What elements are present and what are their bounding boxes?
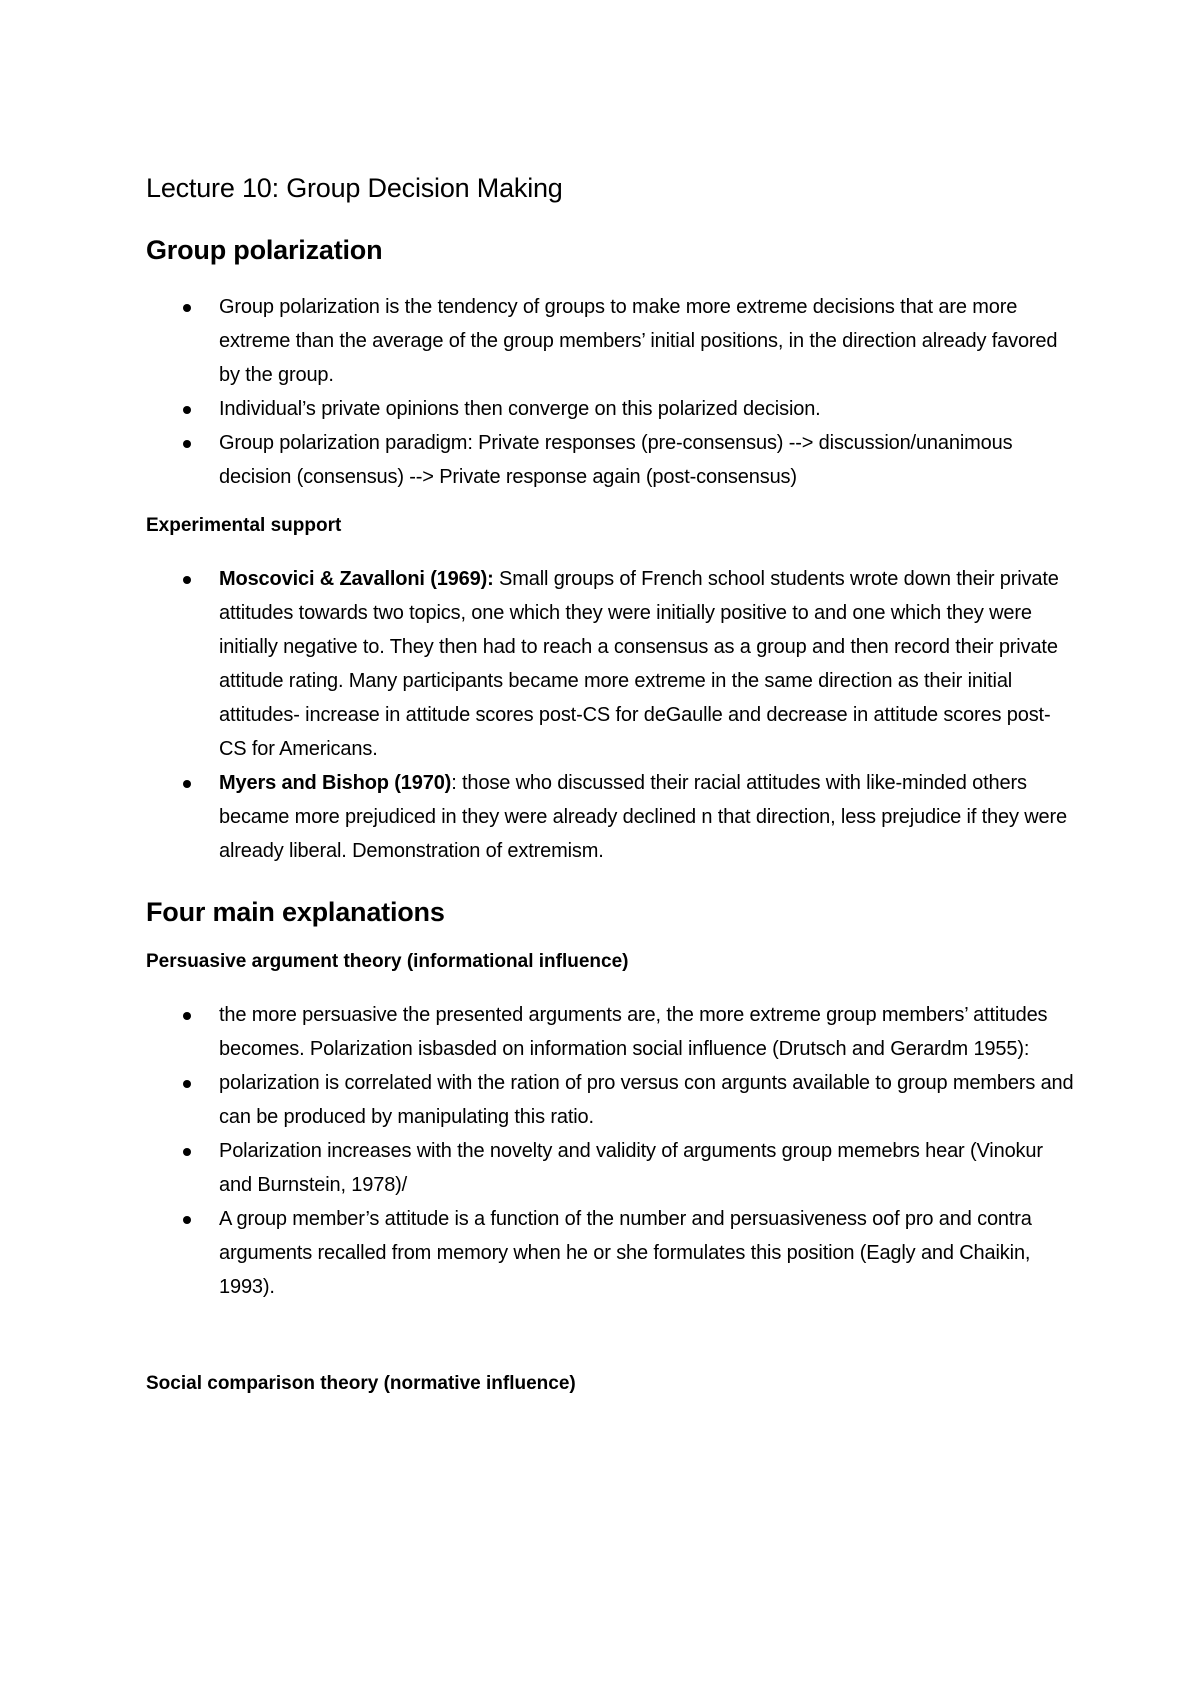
bullet-icon — [183, 406, 191, 414]
citation-label: Myers and Bishop (1970) — [219, 772, 452, 794]
bullet-icon — [183, 1012, 191, 1020]
list-item — [146, 1202, 1076, 1304]
list-item — [146, 766, 1076, 868]
list-item-text: Small groups of French school students wrote down their private attitudes towards two topics, one which they were initially positive to and one which they were initially negative to. They then had to reach a consensus as a group and then record their private attitude rating. Many participants became more extreme in the same direction as their initial attitudes- increase in attitude scores post-CS for deGaulle and decrease in attitude scores post-CS for Americans. — [219, 568, 1059, 760]
experimental-support-list — [146, 562, 1076, 868]
bullet-icon — [183, 304, 191, 312]
persuasive-argument-list — [146, 998, 1076, 1304]
list-item-text: Polarization increases with the novelty and validity of arguments group memebrs hear (Vinokur and Burnstein, 1978)/ — [219, 1140, 1043, 1196]
subheading-experimental-support: Experimental support — [146, 515, 342, 536]
section-heading-group-polarization: Group polarization — [146, 235, 383, 265]
subheading-social-comparison: Social comparison theory (normative influence) — [146, 1373, 576, 1394]
list-item-text: Group polarization paradigm: Private responses (pre-consensus) --> discussion/unanimous decision (consensus) --> Private response again (post-consensus) — [219, 432, 1013, 488]
list-item-text: the more persuasive the presented arguments are, the more extreme group members’ attitudes becomes. Polarization isbasded on information social influence (Drutsch and Gerardm 1955): — [219, 1004, 1048, 1060]
document-title: Lecture 10: Group Decision Making — [146, 173, 563, 203]
list-item-text: : those who discussed their racial attitudes with like-minded others became more prejudiced in they were already declined n that direction, less prejudice if they were already liberal. Demonstration of extremism. — [219, 772, 1067, 862]
list-item — [146, 426, 1076, 494]
bullet-icon — [183, 576, 191, 584]
bullet-icon — [183, 1080, 191, 1088]
bullet-icon — [183, 780, 191, 788]
bullet-icon — [183, 440, 191, 448]
list-item — [146, 998, 1076, 1066]
list-item — [146, 290, 1076, 392]
group-polarization-list — [146, 290, 1076, 494]
list-item — [146, 1134, 1076, 1202]
list-item — [146, 1066, 1076, 1134]
list-item — [146, 392, 1076, 426]
list-item-text: A group member’s attitude is a function of the number and persuasiveness oof pro and contra arguments recalled from memory when he or she formulates this position (Eagly and Chaikin, 1993). — [219, 1208, 1032, 1298]
bullet-icon — [183, 1216, 191, 1224]
document-page — [146, 170, 1076, 1398]
list-item — [146, 562, 1076, 766]
citation-label: Moscovici & Zavalloni (1969): — [219, 568, 494, 590]
subheading-persuasive-argument: Persuasive argument theory (informational influence) — [146, 951, 629, 972]
list-item-text: Individual’s private opinions then converge on this polarized decision. — [219, 398, 821, 420]
paragraph-spacer — [146, 1304, 1076, 1352]
section-heading-four-explanations: Four main explanations — [146, 897, 445, 927]
list-item-text: Group polarization is the tendency of groups to make more extreme decisions that are more extreme than the average of the group members’ initial positions, in the direction already favored by the group. — [219, 296, 1058, 386]
list-item-text: polarization is correlated with the ration of pro versus con argunts available to group members and can be produced by manipulating this ratio. — [219, 1072, 1074, 1128]
bullet-icon — [183, 1148, 191, 1156]
